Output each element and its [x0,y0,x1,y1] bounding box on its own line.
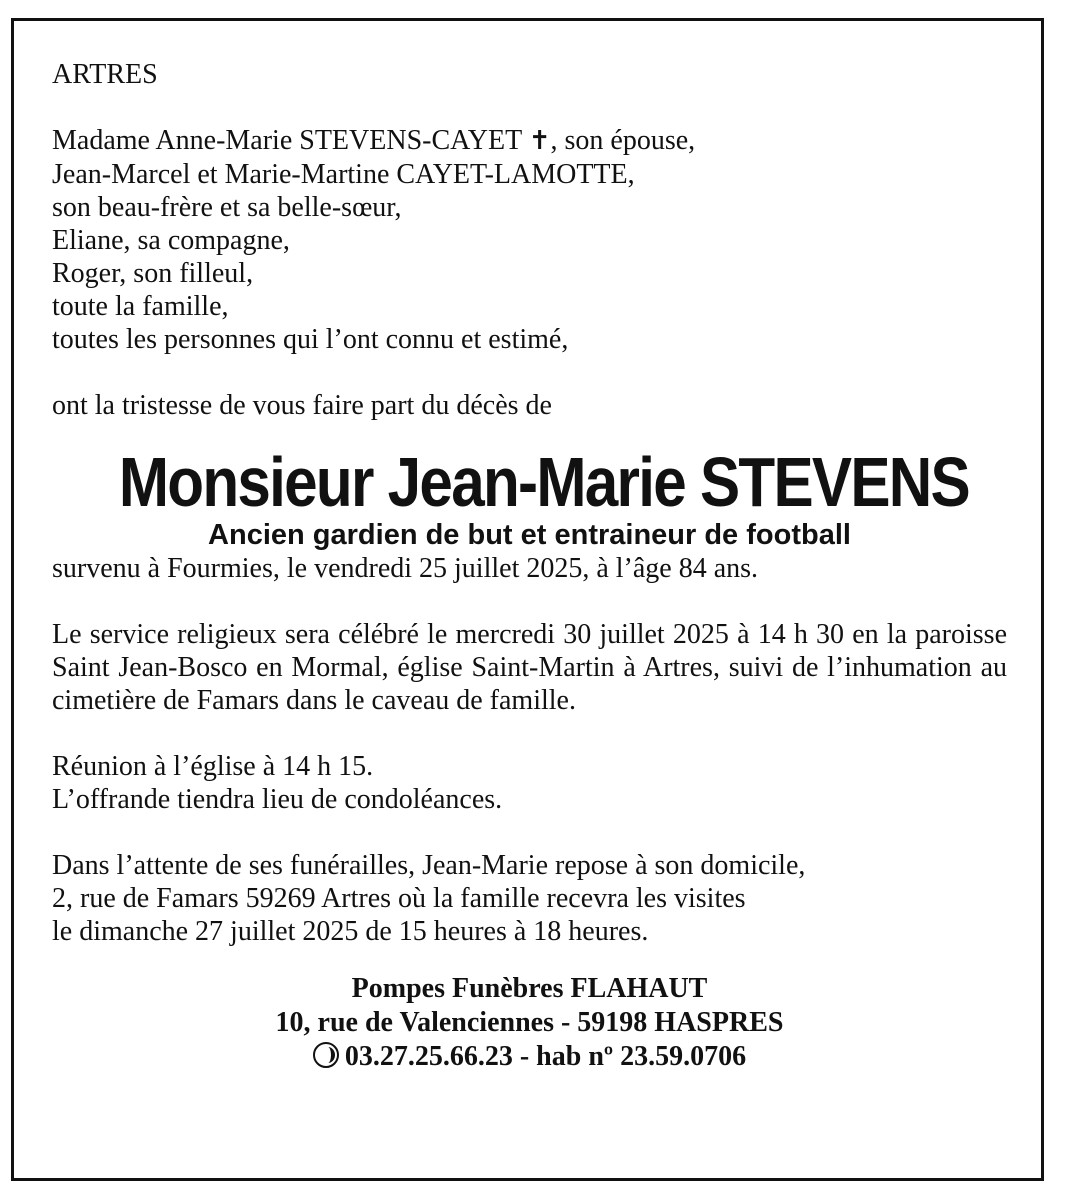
family-list [52,124,1007,356]
obituary-notice [52,58,1007,1074]
spouse-name: Madame Anne-Marie STEVENS-CAYET [52,125,522,156]
funeral-home-phone-line [52,1040,1007,1074]
visitation-block [52,849,1007,948]
meeting-block [52,750,1007,816]
family-line: Jean-Marcel et Marie-Martine CAYET-LAMOTTE, [52,159,635,190]
family-line [52,124,1007,158]
announcement-text: ont la tristesse de vous faire part du décès de [52,390,552,421]
visitation-line: le dimanche 27 juillet 2025 de 15 heures à 18 heures. [52,916,649,947]
family-line: son beau-frère et sa belle-sœur, [52,192,402,223]
funeral-home-address: 10, rue de Valenciennes - 59198 HASPRES [275,1007,784,1038]
visitation-line: Dans l’attente de ses funérailles, Jean-Marie repose à son domicile, [52,850,806,881]
service-details: Le service religieux sera célébré le mercredi 30 juillet 2025 à 14 h 30 en la paroisse Saint Jean-Bosco en Mormal, église Saint-Martin à Artres, suivi de l’inhumation au cimetière de Famars dans le caveau de famille. [52,619,1007,716]
meeting-line: Réunion à l’église à 14 h 15. [52,751,374,782]
funeral-home-name: Pompes Funèbres FLAHAUT [351,973,708,1004]
family-line: toute la famille, [52,291,229,322]
telephone-icon [313,1042,339,1068]
funeral-home-phone: 03.27.25.66.23 - hab nº 23.59.0706 [344,1041,747,1072]
location-heading: ARTRES [52,59,158,90]
deceased-title: Ancien gardien de but et entraineur de football [208,519,851,551]
cross-icon: ✝ [528,126,551,156]
family-line: Eliane, sa compagne, [52,225,290,256]
family-line: Roger, son filleul, [52,258,254,289]
spouse-relation: , son épouse, [550,125,696,156]
deceased-name: Monsieur Jean-Marie STEVENS [118,443,969,521]
death-details: survenu à Fourmies, le vendredi 25 juillet 2025, à l’âge 84 ans. [52,553,759,584]
funeral-home [52,972,1007,1074]
visitation-line: 2, rue de Famars 59269 Artres où la famille recevra les visites [52,883,746,914]
family-line: toutes les personnes qui l’ont connu et estimé, [52,324,569,355]
condolences-line: L’offrande tiendra lieu de condoléances. [52,784,503,815]
